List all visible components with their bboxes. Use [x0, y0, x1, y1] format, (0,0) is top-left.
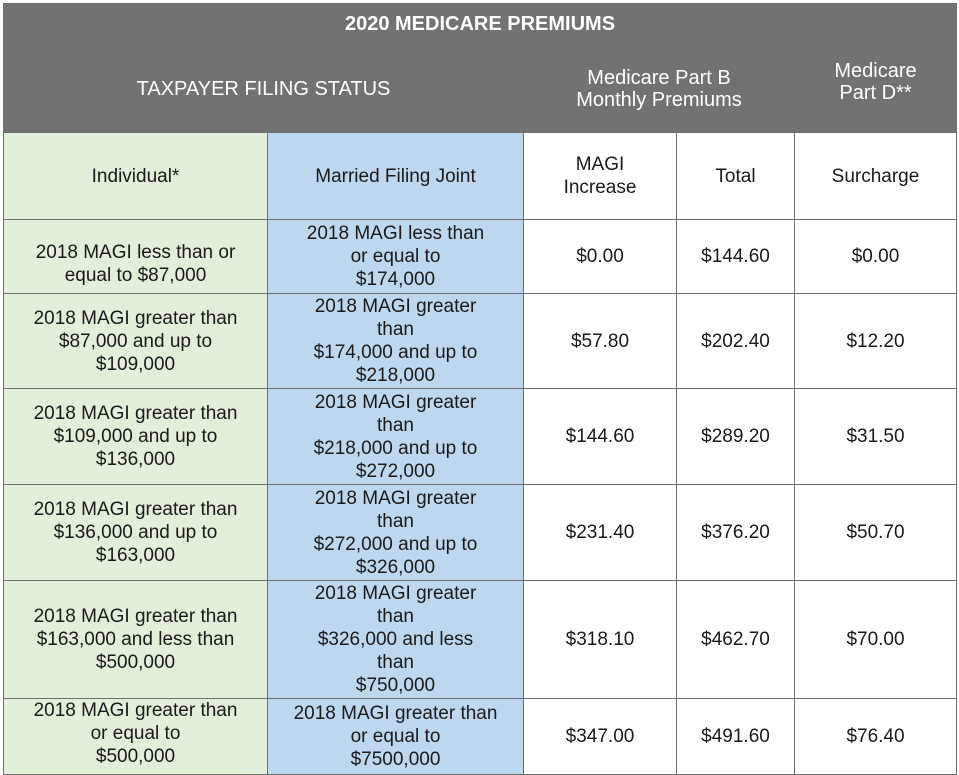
individual-cell-line: $500,000	[95, 746, 176, 767]
married-cell-line: than	[377, 319, 414, 340]
married-cell-line: $218,000 and up to	[313, 437, 478, 459]
married-cell-line: than	[377, 414, 414, 436]
table-row	[4, 389, 957, 485]
part-b-header-line-2: Monthly Premiums	[576, 89, 742, 111]
magi-increase-cell: $0.00	[524, 220, 677, 294]
married-cell-line: or equal to	[350, 246, 441, 267]
married-cell	[268, 699, 524, 775]
table-row	[4, 220, 957, 294]
total-cell: $144.60	[677, 220, 795, 294]
magi-increase-cell: $347.00	[524, 699, 677, 775]
premium-rows	[4, 220, 957, 775]
individual-cell-line: or equal to	[90, 723, 181, 744]
part-d-header	[795, 46, 957, 133]
surcharge-header: Surcharge	[795, 133, 957, 220]
married-cell-line: 2018 MAGI less than	[306, 223, 485, 244]
table-row	[4, 699, 957, 775]
married-cell-line: $326,000	[355, 556, 436, 578]
individual-cell	[4, 581, 268, 699]
married-cell-line: $326,000 and less	[317, 629, 474, 650]
individual-cell-line: $109,000 and up to	[53, 426, 218, 447]
married-cell-line: 2018 MAGI greater than	[293, 703, 498, 724]
married-cell	[268, 485, 524, 581]
medicare-premiums-table	[3, 3, 957, 775]
individual-cell-line: $500,000	[95, 652, 176, 673]
title-row	[4, 4, 957, 46]
individual-cell-line: 2018 MAGI greater than	[33, 499, 238, 520]
married-cell	[268, 220, 524, 294]
married-cell-line: $174,000 and up to	[313, 342, 478, 363]
married-cell-line: $218,000	[355, 365, 436, 386]
table-row	[4, 294, 957, 389]
surcharge-cell: $31.50	[795, 389, 957, 485]
individual-cell	[4, 699, 268, 775]
individual-cell-line: $163,000 and less than	[36, 629, 235, 650]
married-cell-line: than	[377, 606, 414, 627]
married-cell-line: 2018 MAGI greater	[314, 583, 477, 604]
individual-cell-line: $136,000 and up to	[53, 522, 218, 543]
surcharge-cell: $0.00	[795, 220, 957, 294]
individual-cell-line: $109,000	[95, 353, 176, 375]
magi-increase-cell: $231.40	[524, 485, 677, 581]
total-header: Total	[677, 133, 795, 220]
individual-cell	[4, 389, 268, 485]
individual-cell-line: equal to $87,000	[64, 265, 207, 286]
married-cell-line: $7500,000	[350, 749, 441, 770]
magi-increase-header	[524, 133, 677, 220]
married-cell	[268, 581, 524, 699]
surcharge-cell: $76.40	[795, 699, 957, 775]
surcharge-cell: $70.00	[795, 581, 957, 699]
individual-header: Individual*	[4, 133, 268, 220]
magi-increase-header-line-1: MAGI	[575, 154, 625, 175]
individual-cell-line: 2018 MAGI greater than	[33, 700, 238, 721]
table-title: 2020 MEDICARE PREMIUMS	[4, 4, 957, 46]
individual-cell-line: 2018 MAGI less than or	[35, 242, 236, 263]
magi-increase-header-line-2: Increase	[563, 177, 637, 198]
individual-cell-line: $163,000	[95, 545, 176, 566]
total-cell: $289.20	[677, 389, 795, 485]
magi-increase-cell: $57.80	[524, 294, 677, 389]
married-cell	[268, 389, 524, 485]
surcharge-cell: $12.20	[795, 294, 957, 389]
individual-cell-line: 2018 MAGI greater than	[33, 307, 238, 329]
married-cell-line: 2018 MAGI greater	[314, 487, 477, 509]
part-b-header	[524, 46, 795, 133]
sub-header-row	[4, 133, 957, 220]
total-cell: $376.20	[677, 485, 795, 581]
married-cell-line: than	[377, 652, 414, 673]
individual-cell	[4, 220, 268, 294]
total-cell: $202.40	[677, 294, 795, 389]
individual-cell-line: $87,000 and up to	[58, 330, 213, 352]
individual-cell-line: $136,000	[95, 449, 176, 470]
group-header-row	[4, 46, 957, 133]
individual-cell-line: 2018 MAGI greater than	[33, 606, 238, 627]
individual-cell-line: 2018 MAGI greater than	[33, 403, 238, 424]
part-d-header-line-1: Medicare	[834, 60, 917, 82]
married-cell-line: or equal to	[350, 726, 441, 747]
married-cell-line: $272,000 and up to	[313, 533, 478, 555]
married-cell	[268, 294, 524, 389]
married-header: Married Filing Joint	[268, 133, 524, 220]
surcharge-cell: $50.70	[795, 485, 957, 581]
table-row	[4, 485, 957, 581]
filing-status-header: TAXPAYER FILING STATUS	[4, 46, 524, 133]
married-cell-line: 2018 MAGI greater	[314, 391, 477, 413]
total-cell: $491.60	[677, 699, 795, 775]
married-cell-line: $174,000	[355, 269, 436, 290]
married-cell-line: than	[377, 510, 414, 532]
married-cell-line: $272,000	[355, 460, 436, 482]
part-b-header-line-1: Medicare Part B	[587, 67, 731, 89]
married-cell-line: 2018 MAGI greater	[314, 296, 477, 317]
individual-cell	[4, 485, 268, 581]
individual-cell	[4, 294, 268, 389]
magi-increase-cell: $144.60	[524, 389, 677, 485]
married-cell-line: $750,000	[355, 675, 436, 696]
total-cell: $462.70	[677, 581, 795, 699]
table-row	[4, 581, 957, 699]
magi-increase-cell: $318.10	[524, 581, 677, 699]
part-d-header-line-2: Part D**	[839, 82, 912, 104]
